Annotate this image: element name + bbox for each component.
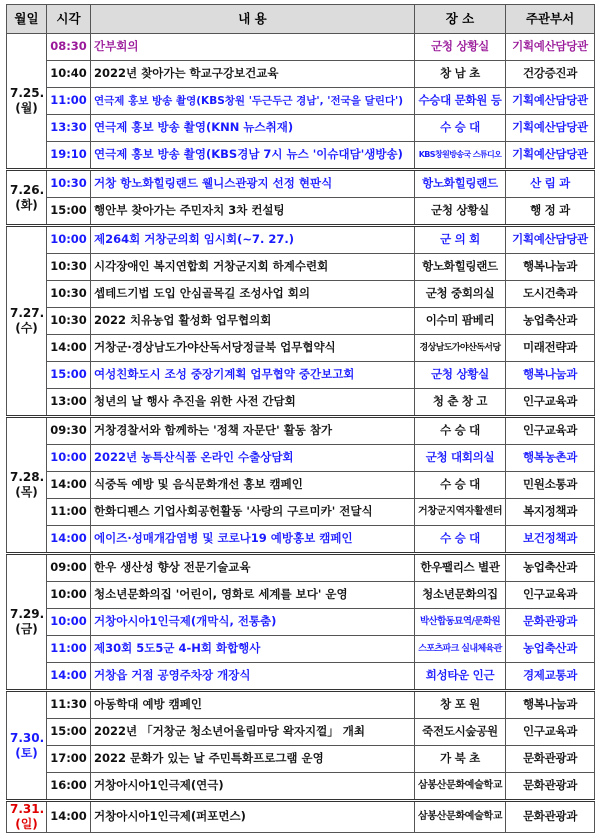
event-place: 군청 중회의실 xyxy=(415,281,506,308)
event-dept: 문화관광과 xyxy=(506,746,595,773)
event-content: 한화디펜스 기업사회공헌활동 '사랑의 구르미카' 전달식 xyxy=(91,499,415,526)
event-time: 10:30 xyxy=(47,308,91,335)
event-time: 15:00 xyxy=(47,198,91,226)
event-place: 희성타운 인근 xyxy=(415,663,506,691)
schedule-row xyxy=(7,801,595,833)
event-content: 연극제 홍보 방송 촬영(KBS창원 '두근두근 경남', '전국을 달린다') xyxy=(91,88,415,115)
event-content: 2022년 「거창군 청소년어울림마당 왁자지껄」 개최 xyxy=(91,719,415,746)
event-dept: 인구교육과 xyxy=(506,417,595,445)
event-dept: 행복농촌과 xyxy=(506,445,595,472)
event-content: 행안부 찾아가는 주민자치 3차 컨설팅 xyxy=(91,198,415,226)
event-time: 19:10 xyxy=(47,142,91,170)
schedule-row xyxy=(7,499,595,526)
event-place: 청소년문화의집 xyxy=(415,582,506,609)
event-place: 군청 대회의실 xyxy=(415,445,506,472)
event-dept: 문화관광과 xyxy=(506,609,595,636)
date-label: 7.31. xyxy=(10,802,45,816)
event-place: 군 의 회 xyxy=(415,226,506,254)
weekday-label: (목) xyxy=(15,485,38,499)
schedule-row xyxy=(7,526,595,554)
schedule-row xyxy=(7,88,595,115)
schedule-row xyxy=(7,691,595,719)
event-dept: 도시건축과 xyxy=(506,281,595,308)
event-time: 14:00 xyxy=(47,472,91,499)
schedule-table xyxy=(6,4,595,833)
date-label: 7.25. xyxy=(10,86,45,100)
event-time: 15:00 xyxy=(47,362,91,389)
weekday-label: (일) xyxy=(15,817,38,831)
schedule-row xyxy=(7,417,595,445)
event-dept: 산 림 과 xyxy=(506,170,595,198)
header-date: 월일 xyxy=(7,5,47,34)
event-content: 연극제 홍보 방송 촬영(KNN 뉴스취재) xyxy=(91,115,415,142)
event-content: 거창아시아1인극제(개막식, 전통춤) xyxy=(91,609,415,636)
event-time: 15:00 xyxy=(47,719,91,746)
event-content: 식중독 예방 및 음식문화개선 홍보 캠페인 xyxy=(91,472,415,499)
header-dept: 주관부서 xyxy=(506,5,595,34)
weekday-label: (수) xyxy=(15,321,38,335)
date-cell xyxy=(7,554,47,691)
weekday-label: (월) xyxy=(15,101,38,115)
event-content: 거창아시아1인극제(연극) xyxy=(91,773,415,801)
event-time: 09:30 xyxy=(47,417,91,445)
event-time: 13:30 xyxy=(47,115,91,142)
schedule-row xyxy=(7,308,595,335)
event-dept: 보건정책과 xyxy=(506,526,595,554)
event-content: 셉테드기법 도입 안심골목길 조성사업 회의 xyxy=(91,281,415,308)
event-content: 거창경찰서와 함께하는 '정책 자문단' 활동 참가 xyxy=(91,417,415,445)
event-time: 10:00 xyxy=(47,226,91,254)
date-cell xyxy=(7,226,47,417)
event-time: 10:30 xyxy=(47,281,91,308)
header-place: 장 소 xyxy=(415,5,506,34)
event-place: 군청 상황실 xyxy=(415,362,506,389)
schedule-row xyxy=(7,773,595,801)
event-dept: 인구교육과 xyxy=(506,389,595,417)
event-time: 14:00 xyxy=(47,335,91,362)
schedule-row xyxy=(7,335,595,362)
event-content: 2022 문화가 있는 날 주민특화프로그램 운영 xyxy=(91,746,415,773)
event-time: 10:30 xyxy=(47,254,91,281)
schedule-row xyxy=(7,281,595,308)
event-time: 08:30 xyxy=(47,34,91,61)
date-label: 7.29. xyxy=(10,607,45,621)
event-time: 11:00 xyxy=(47,499,91,526)
schedule-row xyxy=(7,226,595,254)
event-dept: 행복나눔과 xyxy=(506,691,595,719)
event-content: 아동학대 예방 캠페인 xyxy=(91,691,415,719)
date-label: 7.28. xyxy=(10,470,45,484)
date-cell xyxy=(7,691,47,801)
event-time: 17:00 xyxy=(47,746,91,773)
schedule-row xyxy=(7,663,595,691)
event-dept: 문화관광과 xyxy=(506,801,595,833)
event-time: 14:00 xyxy=(47,801,91,833)
event-content: 2022 치유농업 활성화 업무협의회 xyxy=(91,308,415,335)
event-time: 16:00 xyxy=(47,773,91,801)
event-content: 여성친화도시 조성 중장기계획 업무협약 중간보고회 xyxy=(91,362,415,389)
event-dept: 문화관광과 xyxy=(506,773,595,801)
date-label: 7.27. xyxy=(10,306,45,320)
date-label: 7.26. xyxy=(10,182,45,197)
schedule-row xyxy=(7,61,595,88)
event-place: 스포츠파크 실내체육관 xyxy=(415,636,506,663)
event-time: 14:00 xyxy=(47,663,91,691)
event-time: 13:00 xyxy=(47,389,91,417)
event-time: 11:00 xyxy=(47,88,91,115)
event-content: 시각장애인 복지연합회 거창군지회 하계수련회 xyxy=(91,254,415,281)
event-place: 수 승 대 xyxy=(415,417,506,445)
event-content: 청년의 날 행사 추진을 위한 사전 간담회 xyxy=(91,389,415,417)
event-content: 2022년 찾아가는 학교구강보건교육 xyxy=(91,61,415,88)
event-dept: 복지정책과 xyxy=(506,499,595,526)
event-content: 간부회의 xyxy=(91,34,415,61)
event-content: 한우 생산성 향상 전문기술교육 xyxy=(91,554,415,582)
event-content: 거창 항노화힐링랜드 웰니스관광지 선정 현판식 xyxy=(91,170,415,198)
event-dept: 인구교육과 xyxy=(506,582,595,609)
event-dept: 기획예산담당관 xyxy=(506,226,595,254)
event-dept: 인구교육과 xyxy=(506,719,595,746)
schedule-row xyxy=(7,582,595,609)
event-place: 경상남도가야산독서당 xyxy=(415,335,506,362)
event-time: 10:00 xyxy=(47,582,91,609)
weekday-label: (화) xyxy=(15,197,38,212)
event-dept: 행 정 과 xyxy=(506,198,595,226)
event-dept: 경제교통과 xyxy=(506,663,595,691)
header-row xyxy=(7,5,595,34)
event-dept: 농업축산과 xyxy=(506,308,595,335)
event-place: 창 남 초 xyxy=(415,61,506,88)
event-time: 10:00 xyxy=(47,609,91,636)
schedule-row xyxy=(7,554,595,582)
schedule-row xyxy=(7,636,595,663)
event-place: 한우팰리스 별관 xyxy=(415,554,506,582)
schedule-row xyxy=(7,254,595,281)
event-content: 제264회 거창군의회 임시회(~7. 27.) xyxy=(91,226,415,254)
event-place: 거창군지역자활센터 xyxy=(415,499,506,526)
event-time: 14:00 xyxy=(47,526,91,554)
weekday-label: (토) xyxy=(15,745,38,760)
event-dept: 건강증진과 xyxy=(506,61,595,88)
date-label: 7.30. xyxy=(10,730,45,745)
event-time: 10:40 xyxy=(47,61,91,88)
schedule-row xyxy=(7,746,595,773)
date-cell xyxy=(7,801,47,833)
event-place: 삼봉산문화예술학교 xyxy=(415,773,506,801)
schedule-row xyxy=(7,472,595,499)
event-place: 박산합동묘역/문화원 xyxy=(415,609,506,636)
date-cell xyxy=(7,170,47,226)
event-time: 11:00 xyxy=(47,636,91,663)
event-content: 거창읍 거점 공영주차장 개장식 xyxy=(91,663,415,691)
schedule-row xyxy=(7,445,595,472)
event-place: 군청 상황실 xyxy=(415,34,506,61)
event-dept: 기획예산담당관 xyxy=(506,115,595,142)
event-time: 11:30 xyxy=(47,691,91,719)
schedule-row xyxy=(7,170,595,198)
event-content: 2022년 농특산식품 온라인 수출상담회 xyxy=(91,445,415,472)
event-place: 항노화힐링랜드 xyxy=(415,254,506,281)
event-place: 수승대 문화원 등 xyxy=(415,88,506,115)
event-dept: 기획예산담당관 xyxy=(506,88,595,115)
event-place: 창 포 원 xyxy=(415,691,506,719)
event-place: 수 승 대 xyxy=(415,115,506,142)
event-content: 에이즈·성매개감염병 및 코로나19 예방홍보 캠페인 xyxy=(91,526,415,554)
schedule-row xyxy=(7,609,595,636)
schedule-row xyxy=(7,362,595,389)
event-time: 10:00 xyxy=(47,445,91,472)
event-time: 09:00 xyxy=(47,554,91,582)
schedule-row xyxy=(7,142,595,170)
event-content: 거창아시아1인극제(퍼포먼스) xyxy=(91,801,415,833)
schedule-row xyxy=(7,389,595,417)
event-content: 청소년문화의집 '어린이, 영화로 세계를 보다' 운영 xyxy=(91,582,415,609)
event-place: 청 춘 창 고 xyxy=(415,389,506,417)
header-content: 내 용 xyxy=(91,5,415,34)
event-dept: 기획예산담당관 xyxy=(506,34,595,61)
event-content: 연극제 홍보 방송 촬영(KBS경남 7시 뉴스 '이슈대담'생방송) xyxy=(91,142,415,170)
event-dept: 기획예산담당관 xyxy=(506,142,595,170)
event-place: 삼봉산문화예술학교 xyxy=(415,801,506,833)
date-cell xyxy=(7,34,47,170)
event-dept: 농업축산과 xyxy=(506,554,595,582)
date-cell xyxy=(7,417,47,554)
event-place: 죽전도시숲공원 xyxy=(415,719,506,746)
event-content: 거창군·경상남도가야산독서당정글북 업무협약식 xyxy=(91,335,415,362)
schedule-row xyxy=(7,198,595,226)
schedule-row xyxy=(7,34,595,61)
event-content: 제30회 5도5군 4-H회 화합행사 xyxy=(91,636,415,663)
schedule-row xyxy=(7,115,595,142)
event-place: 수 승 대 xyxy=(415,526,506,554)
event-place: 수 승 대 xyxy=(415,472,506,499)
event-dept: 미래전략과 xyxy=(506,335,595,362)
header-time: 시각 xyxy=(47,5,91,34)
weekday-label: (금) xyxy=(15,622,38,636)
event-place: 항노화힐링랜드 xyxy=(415,170,506,198)
event-place: 군청 상황실 xyxy=(415,198,506,226)
event-place: 이수미 팜베리 xyxy=(415,308,506,335)
event-time: 10:30 xyxy=(47,170,91,198)
event-dept: 농업축산과 xyxy=(506,636,595,663)
schedule-row xyxy=(7,719,595,746)
event-place: 가 북 초 xyxy=(415,746,506,773)
event-dept: 민원소통과 xyxy=(506,472,595,499)
event-dept: 행복나눔과 xyxy=(506,362,595,389)
event-place: KBS창원방송국 스튜디오 xyxy=(415,142,506,170)
event-dept: 행복나눔과 xyxy=(506,254,595,281)
